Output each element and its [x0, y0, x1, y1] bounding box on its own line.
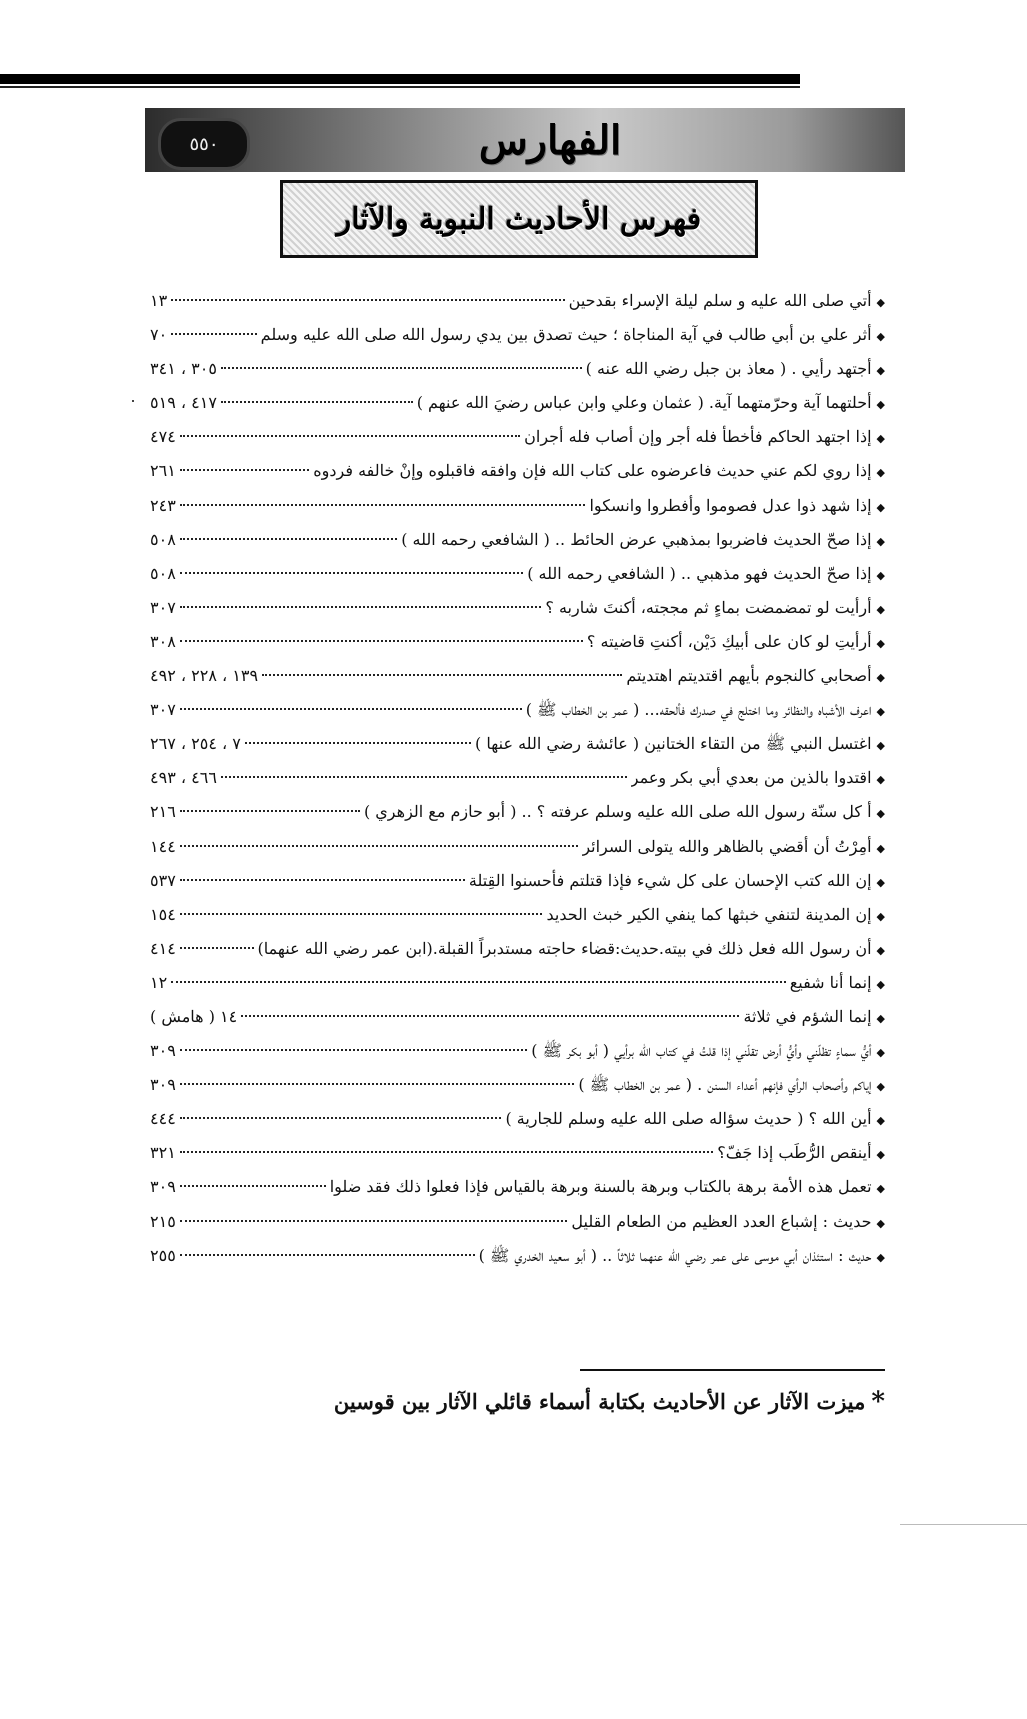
bullet-icon: ◆ — [876, 909, 885, 923]
entry-text: أتي صلى الله عليه و سلم ليلة الإسراء بقدحين — [568, 291, 872, 310]
bullet-icon: ◆ — [876, 705, 885, 719]
page-ref: ٣٠٩ — [150, 1041, 176, 1061]
footnote — [200, 1385, 885, 1419]
index-entry — [150, 352, 885, 386]
index-entry — [150, 830, 885, 864]
dot-leader — [180, 708, 522, 710]
dot-leader — [180, 947, 254, 949]
page-ref: ٣٠٩ — [150, 1177, 176, 1197]
page-ref: ٤٧٤ — [150, 427, 176, 447]
bullet-icon: ◆ — [876, 943, 885, 957]
entry-text: أمِرْتُ أن أقضي بالظاهر والله يتولى السرائر — [582, 836, 872, 856]
dot-leader — [180, 1151, 714, 1153]
entry-text: إن المدينة لتنفي خبثها كما ينفي الكير خبث الحديد — [546, 904, 872, 924]
bullet-icon: ◆ — [876, 1250, 885, 1264]
page-ref: ٣٠٨ — [150, 631, 176, 651]
entry-text: حديث : استئذان أبي موسى على عمر رضي الله عنهما ثلاثاً .. ( أبو سعيد الخدري ﷺ ) — [478, 1245, 872, 1265]
dot-leader — [180, 1254, 475, 1256]
dot-leader — [180, 810, 360, 812]
dot-leader — [180, 1220, 568, 1222]
index-entry — [150, 1068, 885, 1102]
bullet-icon: ◆ — [876, 739, 885, 753]
entry-text: إذا صحّ الحديث فاضربوا بمذهبي عرض الحائط .. ( الشافعي رحمه الله ) — [401, 529, 872, 549]
dot-leader — [221, 401, 413, 403]
page-ref: ٣٢١ — [150, 1143, 176, 1163]
dot-leader — [245, 742, 471, 744]
page-ref: ٣٠٧ — [150, 597, 176, 617]
index-entry — [150, 454, 885, 488]
bullet-icon: ◆ — [876, 1011, 885, 1025]
index-entry — [150, 795, 885, 829]
bullet-icon: ◆ — [876, 296, 885, 309]
top-rule — [0, 74, 800, 84]
bullet-icon: ◆ — [876, 568, 885, 582]
entry-text: حديث : إشباع العدد العظيم من الطعام القليل — [571, 1211, 872, 1231]
dot-leader — [180, 879, 465, 881]
page-ref: ١٣٩ ، ٢٢٨ ، ٤٩٢ — [150, 666, 259, 686]
section-heading: الفهارس — [478, 116, 622, 164]
entry-text: إذا شهد ذوا عدل فصوموا وأفطروا وانسكوا — [589, 495, 872, 515]
index-entry — [150, 1239, 885, 1273]
index-entry — [150, 489, 885, 523]
index-entry — [150, 1170, 885, 1204]
bullet-icon: ◆ — [876, 1182, 885, 1196]
bullet-icon: ◆ — [876, 1148, 885, 1162]
bullet-icon: ◆ — [876, 1046, 885, 1060]
dot-leader — [221, 367, 582, 369]
page-ref: ٧ ، ٢٥٤ ، ٢٦٧ — [150, 734, 241, 754]
index-entry — [150, 1205, 885, 1239]
bullet-icon: ◆ — [876, 636, 885, 650]
index-entry — [150, 1102, 885, 1136]
bullet-icon: ◆ — [876, 977, 885, 991]
entry-text: أحلتهما آية وحرّمتهما آية. ( عثمان وعلي وابن عباس رضيَ الله عنهم ) — [416, 393, 872, 413]
page-ref: ١٤٤ — [150, 836, 176, 856]
bullet-icon: ◆ — [876, 500, 885, 514]
dot-leader — [241, 1015, 739, 1017]
dot-leader — [180, 606, 542, 608]
entry-text: اقتدوا بالذين من بعدي أبي بكر وعمر — [630, 768, 872, 788]
entry-text: أيُّ سماءٍ تظلّني وأيُّ أرض تقلّني إذا قلتُ في كتاب الله برأيي ( أبو بكر ﷺ ) — [531, 1041, 872, 1061]
index-entry — [150, 386, 885, 420]
page-ref: ٢١٥ — [150, 1211, 176, 1231]
index-entry — [150, 1136, 885, 1170]
entry-text: إنما الشؤم في ثلاثة — [743, 1006, 872, 1026]
entry-text: إذا روي لكم عني حديث فاعرضوه على كتاب الله فإن وافقه فاقبلوه وإنْ خالفه فردوه — [313, 461, 872, 481]
index-entry — [150, 318, 885, 352]
index-entry — [150, 1000, 885, 1034]
index-list — [150, 284, 885, 1273]
page-ref: ٣٠٥ ، ٣٤١ — [150, 359, 217, 379]
entry-text: إياكم وأصحاب الرأي فإنهم أعداء السنن . ( عمر بن الخطاب ﷺ ) — [578, 1075, 872, 1095]
bottom-rule — [900, 1524, 1027, 1525]
entry-text: أثر علي بن أبي طالب في آية المناجاة ؛ حيث تصدق بين يدي رسول الله صلى الله عليه وسلم — [260, 325, 872, 345]
entry-text: إذا اجتهد الحاكم فأخطأ فله أجر وإن أصاب فله أجران — [524, 427, 872, 447]
dot-leader — [171, 981, 786, 983]
entry-text: أرأيت لو تمضمضت بماءٍ ثم مججته، أكنتَ شاربه ؟ — [545, 597, 872, 617]
entry-text: أ كل سنّة رسول الله صلى الله عليه وسلم عرفته ؟ .. ( أبو حازم مع الزهري ) — [363, 802, 872, 822]
page-ref: ٥٣٧ — [150, 870, 176, 890]
page-ref: ٤١٤ — [150, 938, 176, 958]
entry-text: اعرف الأشباه والنظائر وما اختلج في صدرك فألحقه... ( عمر بن الخطاب ﷺ ) — [525, 700, 872, 720]
bullet-icon: ◆ — [876, 875, 885, 889]
bullet-icon: ◆ — [876, 602, 885, 616]
entry-text: أجتهد رأيي . ( معاذ بن جبل رضي الله عنه ) — [585, 359, 872, 379]
entry-text: أينقص الرُّطَب إذا جَفّ؟ — [717, 1143, 872, 1163]
bullet-icon: ◆ — [876, 671, 885, 685]
dot-leader — [180, 572, 523, 574]
index-entry — [150, 727, 885, 761]
page-ref: ٢٦١ — [150, 461, 176, 481]
dot-leader — [262, 674, 622, 676]
page-ref: ٤٦٦ ، ٤٩٣ — [150, 768, 217, 788]
bullet-icon: ◆ — [876, 807, 885, 821]
page-ref: ٣٠٩ — [150, 1075, 176, 1095]
index-entry — [150, 523, 885, 557]
dot-leader — [180, 1117, 502, 1119]
dot-leader — [180, 538, 397, 540]
page-ref: ٢٤٣ — [150, 495, 176, 515]
bullet-icon: ◆ — [876, 432, 885, 446]
margin-mark — [132, 400, 134, 402]
bullet-icon: ◆ — [876, 1080, 885, 1094]
bullet-icon: ◆ — [876, 364, 885, 378]
page-number-badge: ٥٥٠ — [158, 118, 250, 170]
index-entry — [150, 761, 885, 795]
dot-leader — [180, 640, 583, 642]
entry-text: أصحابي كالنجوم بأيهم اقتديتم اهتديتم — [626, 666, 872, 686]
index-entry — [150, 1034, 885, 1068]
dot-leader — [180, 504, 586, 506]
page-ref: ٥٠٨ — [150, 529, 176, 549]
dot-leader — [180, 469, 309, 471]
bullet-icon: ◆ — [876, 1114, 885, 1128]
bullet-icon: ◆ — [876, 466, 885, 480]
page-ref: ١٣ — [150, 291, 168, 310]
index-entry — [150, 898, 885, 932]
entry-text: إنما أنا شفيع — [789, 972, 872, 992]
index-entry — [150, 932, 885, 966]
dot-leader — [171, 333, 256, 335]
bullet-icon: ◆ — [876, 534, 885, 548]
page-ref: ١٥٤ — [150, 904, 176, 924]
asterisk-icon: * — [871, 1387, 885, 1417]
bullet-icon: ◆ — [876, 330, 885, 344]
index-entry — [150, 284, 885, 318]
entry-text: اغتسل النبي ﷺ من التقاء الختانين ( عائشة رضي الله عنها ) — [475, 734, 872, 754]
page-ref: ٤٤٤ — [150, 1109, 176, 1129]
dot-leader — [180, 1185, 326, 1187]
index-title: فهرس الأحاديث النبوية والآثار — [336, 201, 702, 237]
dot-leader — [221, 776, 627, 778]
dot-leader — [180, 1049, 527, 1051]
dot-leader — [180, 1083, 575, 1085]
page-ref: ٧٠ — [150, 325, 168, 345]
page-ref: ١٤ ( هامش ) — [150, 1006, 238, 1026]
index-entry — [150, 966, 885, 1000]
dot-leader — [180, 913, 543, 915]
dot-leader — [180, 435, 520, 437]
index-entry — [150, 659, 885, 693]
index-entry — [150, 693, 885, 727]
dot-leader — [171, 299, 564, 301]
page-ref: ٣٠٧ — [150, 700, 176, 720]
index-title-box — [280, 180, 758, 258]
dot-leader — [180, 845, 579, 847]
index-entry — [150, 625, 885, 659]
page-ref: ٤١٧ ، ٥١٩ — [150, 393, 217, 413]
footnote-rule — [580, 1369, 885, 1371]
bullet-icon: ◆ — [876, 1216, 885, 1230]
entry-text: أن رسول الله فعل ذلك في بيته.حديث:قضاء حاجته مستدبراً القبلة.(ابن عمر رضي الله عنهما) — [257, 938, 872, 958]
index-entry — [150, 420, 885, 454]
page-ref: ٥٠٨ — [150, 563, 176, 583]
entry-text: أرأيتِ لو كان على أبيكِ دَيْن، أكنتِ قاضيته ؟ — [586, 631, 872, 651]
entry-text: تعمل هذه الأمة برهة بالكتاب وبرهة بالسنة وبرهة بالقياس فإذا فعلوا ذلك فقد ضلوا — [329, 1177, 872, 1197]
bullet-icon: ◆ — [876, 841, 885, 855]
entry-text: إذا صحّ الحديث فهو مذهبي .. ( الشافعي رحمه الله ) — [527, 563, 872, 583]
top-rule-thin — [0, 86, 800, 88]
index-entry — [150, 557, 885, 591]
page-ref: ٢١٦ — [150, 802, 176, 822]
index-entry — [150, 591, 885, 625]
page-ref: ١٢ — [150, 972, 168, 992]
index-entry — [150, 864, 885, 898]
entry-text: أين الله ؟ ( حديث سؤاله صلى الله عليه وسلم للجارية ) — [505, 1109, 872, 1129]
bullet-icon: ◆ — [876, 773, 885, 787]
entry-text: إن الله كتب الإحسان على كل شيء فإذا قتلتم فأحسنوا القِتلة — [468, 870, 872, 890]
footnote-text: ميزت الآثار عن الأحاديث بكتابة أسماء قائلي الآثار بين قوسين — [333, 1389, 866, 1414]
page-ref: ٢٥٥ — [150, 1245, 176, 1265]
bullet-icon: ◆ — [876, 398, 885, 412]
